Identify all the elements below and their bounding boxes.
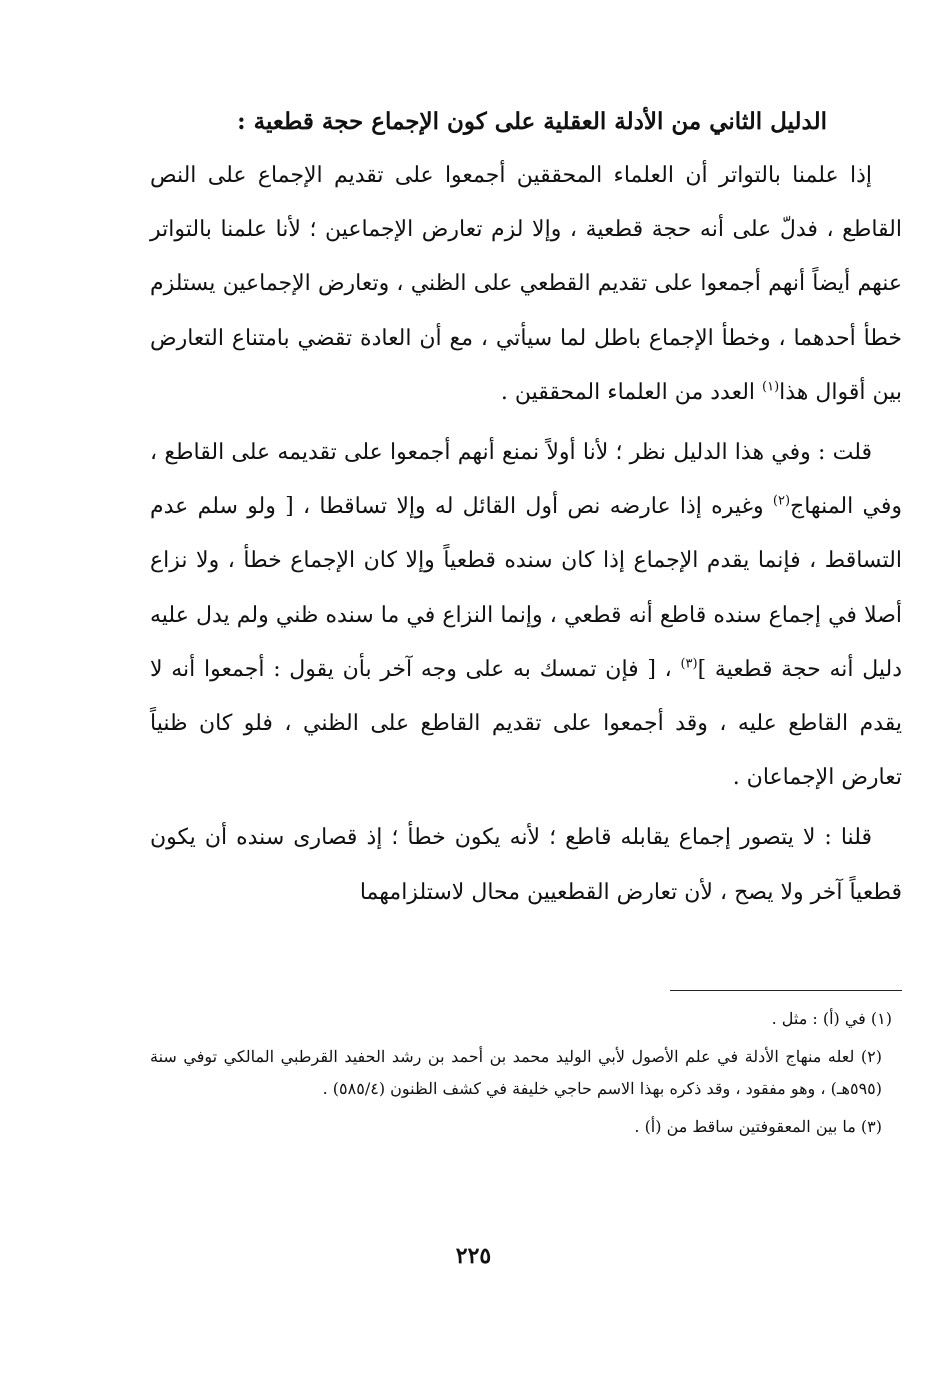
paragraph-2-part-3: ، [ فإن تمسك به على وجه آخر بأن يقول : أجمعوا أنه لا يقدم القاطع عليه ، وقد أجمعوا على تقديم القاطع على الظني ، فلو كان ظنياً تعارض الإجماعان . [150, 656, 902, 791]
main-text [150, 105, 902, 922]
paragraph-1 [150, 149, 902, 420]
paragraph-2 [150, 426, 902, 805]
page-number: ٢٢٥ [455, 1243, 492, 1269]
footnotes-section [150, 990, 902, 1149]
footnote-marker-3[interactable]: (٣) [680, 656, 698, 672]
footnote-2: (٢) لعله منهاج الأدلة في علم الأصول لأبي الوليد محمد بن أحمد بن رشد الحفيد القرطبي المالكي توفي سنة (٥٩٥هـ) ، وهو مفقود ، وقد ذكره بهذا الاسم حاجي خليفة في كشف الظنون (٥٨٥/٤) . [150, 1047, 882, 1098]
paragraph-2-part-1: قلت : وفي هذا الدليل نظر ؛ لأنا أولاً نمنع أنهم أجمعوا على تقديمه على القاطع ، وفي المنهاج [150, 440, 902, 520]
section-heading: الدليل الثاني من الأدلة العقلية على كون الإجماع حجة قطعية : [237, 108, 827, 135]
paragraph-1-text-after: العدد من العلماء المحققين . [500, 379, 762, 405]
footnote-1: (١) في (أ) : مثل . [771, 1009, 892, 1028]
footnote-3: (٣) ما بين المعقوفتين ساقط من (أ) . [634, 1117, 882, 1136]
paragraph-1-text-before: إذا علمنا بالتواتر أن العلماء المحققين أجمعوا على تقديم الإجماع على النص القاطع ، فدلّ على أنه حجة قطعية ، وإلا لزم تعارض الإجماعين ؛ لأنا علمنا بالتواتر عنهم أيضاً أنهم أجمعوا على تقديم القطعي على الظني ، وتعارض الإجماعين يستلزم خطأ أحدهما ، وخطأ الإجماع باطل لما سيأتي ، مع أن العادة تقضي بامتناع التعارض بين أقوال هذا [150, 163, 902, 405]
paragraph-3: قلنا : لا يتصور إجماع يقابله قاطع ؛ لأنه يكون خطأ ؛ إذ قصارى سنده أن يكون قطعياً آخر ولا يصح ، لأن تعارض القطعيين محال لاستلزامهما [150, 825, 902, 905]
footnote-marker-2[interactable]: (٢) [772, 493, 791, 509]
footnote-divider [670, 990, 902, 991]
paragraph-2-part-2: وغيره إذا عارضه نص أول القائل له وإلا تساقطا ، [ ولو سلم عدم التساقط ، فإنما يقدم الإجماع إذا كان سنده قطعياً وإلا كان الإجماع خطأ ، ولا نزاع أصلا في إجماع سنده قاطع أنه قطعي ، وإنما النزاع في ما سنده ظني ولم يدل عليه دليل أنه حجة قطعية ] [150, 494, 902, 682]
footnote-marker-1[interactable]: (١) [762, 379, 780, 395]
